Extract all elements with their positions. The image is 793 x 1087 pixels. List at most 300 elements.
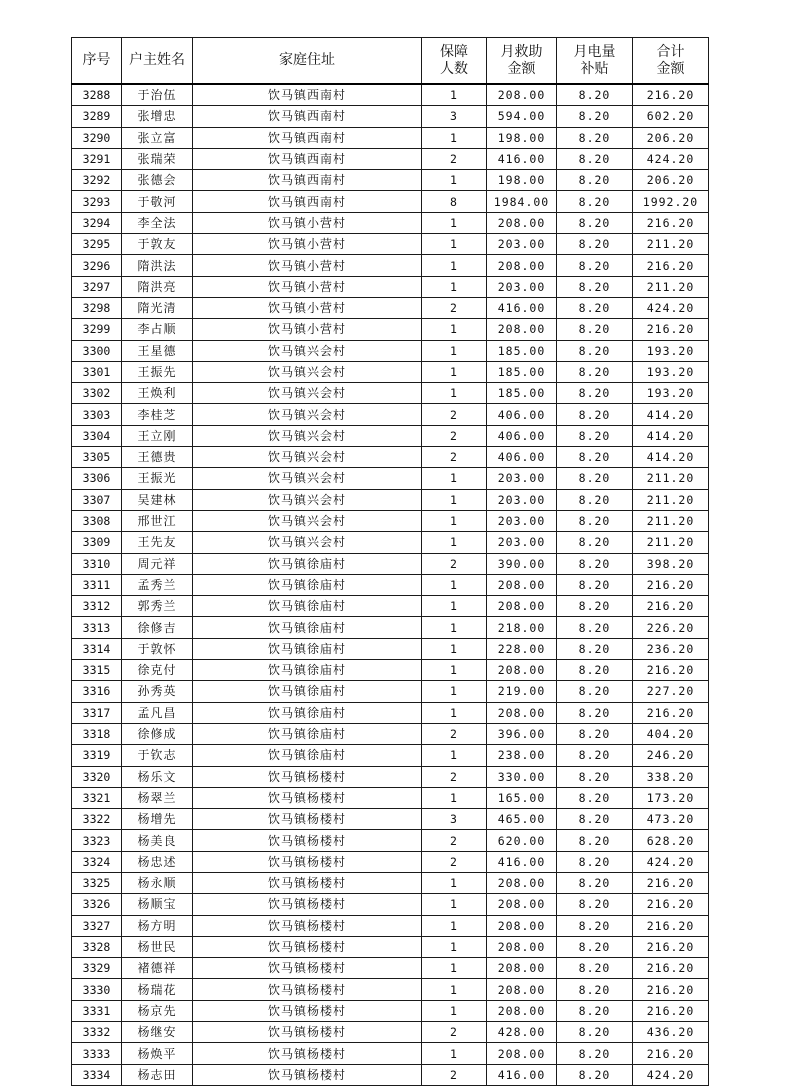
cell-electricity-subsidy: 8.20 bbox=[557, 532, 633, 553]
cell-serial: 3290 bbox=[72, 127, 122, 148]
cell-householder-name: 杨焕平 bbox=[122, 1043, 193, 1064]
cell-covered-persons: 1 bbox=[422, 958, 487, 979]
cell-monthly-relief: 416.00 bbox=[487, 1064, 557, 1085]
cell-monthly-relief: 208.00 bbox=[487, 596, 557, 617]
cell-covered-persons: 2 bbox=[422, 1064, 487, 1085]
cell-monthly-relief: 165.00 bbox=[487, 787, 557, 808]
table-row bbox=[72, 894, 709, 915]
cell-electricity-subsidy: 8.20 bbox=[557, 766, 633, 787]
cell-serial: 3304 bbox=[72, 425, 122, 446]
table-row bbox=[72, 809, 709, 830]
cell-total-amount: 1992.20 bbox=[633, 191, 709, 212]
cell-serial: 3328 bbox=[72, 936, 122, 957]
cell-address: 饮马镇徐庙村 bbox=[193, 553, 422, 574]
cell-total-amount: 414.20 bbox=[633, 425, 709, 446]
cell-monthly-relief: 185.00 bbox=[487, 383, 557, 404]
cell-electricity-subsidy: 8.20 bbox=[557, 84, 633, 106]
cell-covered-persons: 2 bbox=[422, 830, 487, 851]
cell-serial: 3310 bbox=[72, 553, 122, 574]
table-row bbox=[72, 1043, 709, 1064]
cell-total-amount: 193.20 bbox=[633, 340, 709, 361]
cell-householder-name: 隋洪亮 bbox=[122, 276, 193, 297]
cell-serial: 3291 bbox=[72, 148, 122, 169]
cell-address: 饮马镇西南村 bbox=[193, 84, 422, 106]
cell-monthly-relief: 208.00 bbox=[487, 1000, 557, 1021]
cell-address: 饮马镇西南村 bbox=[193, 127, 422, 148]
table-row bbox=[72, 127, 709, 148]
cell-address: 饮马镇兴会村 bbox=[193, 425, 422, 446]
cell-address: 饮马镇兴会村 bbox=[193, 361, 422, 382]
cell-serial: 3322 bbox=[72, 809, 122, 830]
cell-electricity-subsidy: 8.20 bbox=[557, 510, 633, 531]
cell-covered-persons: 1 bbox=[422, 596, 487, 617]
cell-monthly-relief: 416.00 bbox=[487, 148, 557, 169]
cell-address: 饮马镇徐庙村 bbox=[193, 617, 422, 638]
cell-electricity-subsidy: 8.20 bbox=[557, 361, 633, 382]
cell-address: 饮马镇兴会村 bbox=[193, 468, 422, 489]
cell-serial: 3323 bbox=[72, 830, 122, 851]
cell-covered-persons: 1 bbox=[422, 84, 487, 106]
cell-householder-name: 张德会 bbox=[122, 170, 193, 191]
cell-serial: 3300 bbox=[72, 340, 122, 361]
cell-address: 饮马镇兴会村 bbox=[193, 489, 422, 510]
table-row bbox=[72, 958, 709, 979]
cell-address: 饮马镇杨楼村 bbox=[193, 830, 422, 851]
table-row bbox=[72, 596, 709, 617]
cell-householder-name: 隋光清 bbox=[122, 297, 193, 318]
cell-serial: 3329 bbox=[72, 958, 122, 979]
cell-monthly-relief: 203.00 bbox=[487, 510, 557, 531]
table-row bbox=[72, 553, 709, 574]
cell-monthly-relief: 185.00 bbox=[487, 340, 557, 361]
cell-householder-name: 张立富 bbox=[122, 127, 193, 148]
cell-address: 饮马镇西南村 bbox=[193, 148, 422, 169]
cell-covered-persons: 1 bbox=[422, 255, 487, 276]
cell-householder-name: 王星德 bbox=[122, 340, 193, 361]
table-row bbox=[72, 148, 709, 169]
cell-electricity-subsidy: 8.20 bbox=[557, 489, 633, 510]
cell-address: 饮马镇兴会村 bbox=[193, 510, 422, 531]
header-row bbox=[72, 38, 709, 85]
cell-electricity-subsidy: 8.20 bbox=[557, 936, 633, 957]
cell-monthly-relief: 203.00 bbox=[487, 532, 557, 553]
table-row bbox=[72, 84, 709, 106]
cell-electricity-subsidy: 8.20 bbox=[557, 809, 633, 830]
cell-electricity-subsidy: 8.20 bbox=[557, 638, 633, 659]
cell-total-amount: 216.20 bbox=[633, 1000, 709, 1021]
cell-covered-persons: 3 bbox=[422, 106, 487, 127]
cell-electricity-subsidy: 8.20 bbox=[557, 1022, 633, 1043]
cell-householder-name: 王振光 bbox=[122, 468, 193, 489]
relief-roster-table bbox=[71, 37, 709, 1086]
cell-monthly-relief: 203.00 bbox=[487, 468, 557, 489]
cell-serial: 3305 bbox=[72, 447, 122, 468]
cell-electricity-subsidy: 8.20 bbox=[557, 447, 633, 468]
cell-householder-name: 徐修吉 bbox=[122, 617, 193, 638]
cell-covered-persons: 1 bbox=[422, 872, 487, 893]
table-row bbox=[72, 745, 709, 766]
cell-electricity-subsidy: 8.20 bbox=[557, 468, 633, 489]
cell-electricity-subsidy: 8.20 bbox=[557, 1043, 633, 1064]
cell-monthly-relief: 198.00 bbox=[487, 127, 557, 148]
cell-covered-persons: 2 bbox=[422, 425, 487, 446]
cell-electricity-subsidy: 8.20 bbox=[557, 681, 633, 702]
cell-covered-persons: 2 bbox=[422, 404, 487, 425]
table-row bbox=[72, 532, 709, 553]
table-row bbox=[72, 297, 709, 318]
cell-electricity-subsidy: 8.20 bbox=[557, 148, 633, 169]
cell-serial: 3313 bbox=[72, 617, 122, 638]
cell-serial: 3330 bbox=[72, 979, 122, 1000]
cell-electricity-subsidy: 8.20 bbox=[557, 319, 633, 340]
cell-address: 饮马镇小营村 bbox=[193, 255, 422, 276]
cell-electricity-subsidy: 8.20 bbox=[557, 787, 633, 808]
table-header bbox=[72, 38, 709, 85]
cell-address: 饮马镇杨楼村 bbox=[193, 809, 422, 830]
cell-monthly-relief: 208.00 bbox=[487, 958, 557, 979]
cell-covered-persons: 1 bbox=[422, 468, 487, 489]
cell-total-amount: 211.20 bbox=[633, 276, 709, 297]
cell-householder-name: 徐克付 bbox=[122, 660, 193, 681]
cell-address: 饮马镇杨楼村 bbox=[193, 958, 422, 979]
cell-householder-name: 邢世江 bbox=[122, 510, 193, 531]
cell-total-amount: 236.20 bbox=[633, 638, 709, 659]
cell-monthly-relief: 203.00 bbox=[487, 489, 557, 510]
cell-address: 饮马镇杨楼村 bbox=[193, 1043, 422, 1064]
cell-serial: 3299 bbox=[72, 319, 122, 340]
cell-electricity-subsidy: 8.20 bbox=[557, 553, 633, 574]
cell-covered-persons: 1 bbox=[422, 702, 487, 723]
cell-total-amount: 216.20 bbox=[633, 702, 709, 723]
table-row bbox=[72, 489, 709, 510]
cell-householder-name: 于敬河 bbox=[122, 191, 193, 212]
cell-electricity-subsidy: 8.20 bbox=[557, 894, 633, 915]
cell-address: 饮马镇徐庙村 bbox=[193, 574, 422, 595]
cell-total-amount: 216.20 bbox=[633, 574, 709, 595]
cell-serial: 3288 bbox=[72, 84, 122, 106]
table-row bbox=[72, 681, 709, 702]
cell-householder-name: 杨美良 bbox=[122, 830, 193, 851]
cell-householder-name: 郭秀兰 bbox=[122, 596, 193, 617]
cell-householder-name: 杨志田 bbox=[122, 1064, 193, 1085]
cell-address: 饮马镇小营村 bbox=[193, 212, 422, 233]
cell-serial: 3301 bbox=[72, 361, 122, 382]
cell-covered-persons: 2 bbox=[422, 1022, 487, 1043]
table-row bbox=[72, 468, 709, 489]
cell-covered-persons: 8 bbox=[422, 191, 487, 212]
cell-householder-name: 孙秀英 bbox=[122, 681, 193, 702]
cell-householder-name: 于治伍 bbox=[122, 84, 193, 106]
cell-covered-persons: 1 bbox=[422, 936, 487, 957]
col-header-covered-persons: 保障 人数 bbox=[422, 38, 487, 85]
cell-address: 饮马镇徐庙村 bbox=[193, 681, 422, 702]
cell-monthly-relief: 203.00 bbox=[487, 234, 557, 255]
table-row bbox=[72, 361, 709, 382]
cell-total-amount: 216.20 bbox=[633, 212, 709, 233]
cell-serial: 3306 bbox=[72, 468, 122, 489]
cell-householder-name: 王振先 bbox=[122, 361, 193, 382]
cell-address: 饮马镇小营村 bbox=[193, 276, 422, 297]
cell-serial: 3314 bbox=[72, 638, 122, 659]
cell-electricity-subsidy: 8.20 bbox=[557, 1064, 633, 1085]
cell-covered-persons: 1 bbox=[422, 1043, 487, 1064]
cell-electricity-subsidy: 8.20 bbox=[557, 383, 633, 404]
table-row bbox=[72, 340, 709, 361]
cell-address: 饮马镇兴会村 bbox=[193, 404, 422, 425]
cell-serial: 3316 bbox=[72, 681, 122, 702]
cell-serial: 3293 bbox=[72, 191, 122, 212]
cell-total-amount: 216.20 bbox=[633, 84, 709, 106]
cell-serial: 3311 bbox=[72, 574, 122, 595]
table-row bbox=[72, 830, 709, 851]
table-row bbox=[72, 404, 709, 425]
cell-householder-name: 李全法 bbox=[122, 212, 193, 233]
table-row bbox=[72, 851, 709, 872]
cell-address: 饮马镇徐庙村 bbox=[193, 745, 422, 766]
cell-total-amount: 216.20 bbox=[633, 255, 709, 276]
cell-total-amount: 193.20 bbox=[633, 383, 709, 404]
cell-covered-persons: 1 bbox=[422, 383, 487, 404]
cell-serial: 3303 bbox=[72, 404, 122, 425]
cell-householder-name: 徐修成 bbox=[122, 723, 193, 744]
cell-covered-persons: 1 bbox=[422, 745, 487, 766]
cell-householder-name: 杨翠兰 bbox=[122, 787, 193, 808]
cell-total-amount: 424.20 bbox=[633, 851, 709, 872]
cell-electricity-subsidy: 8.20 bbox=[557, 702, 633, 723]
table-row bbox=[72, 936, 709, 957]
cell-total-amount: 216.20 bbox=[633, 936, 709, 957]
cell-total-amount: 211.20 bbox=[633, 234, 709, 255]
cell-covered-persons: 2 bbox=[422, 851, 487, 872]
cell-covered-persons: 1 bbox=[422, 660, 487, 681]
cell-total-amount: 216.20 bbox=[633, 894, 709, 915]
cell-householder-name: 杨世民 bbox=[122, 936, 193, 957]
cell-total-amount: 227.20 bbox=[633, 681, 709, 702]
cell-address: 饮马镇杨楼村 bbox=[193, 766, 422, 787]
cell-total-amount: 398.20 bbox=[633, 553, 709, 574]
cell-total-amount: 424.20 bbox=[633, 148, 709, 169]
cell-householder-name: 王德贵 bbox=[122, 447, 193, 468]
cell-electricity-subsidy: 8.20 bbox=[557, 958, 633, 979]
cell-serial: 3319 bbox=[72, 745, 122, 766]
cell-monthly-relief: 1984.00 bbox=[487, 191, 557, 212]
cell-householder-name: 周元祥 bbox=[122, 553, 193, 574]
cell-serial: 3334 bbox=[72, 1064, 122, 1085]
cell-total-amount: 211.20 bbox=[633, 489, 709, 510]
cell-total-amount: 173.20 bbox=[633, 787, 709, 808]
cell-electricity-subsidy: 8.20 bbox=[557, 127, 633, 148]
cell-householder-name: 张增忠 bbox=[122, 106, 193, 127]
cell-monthly-relief: 406.00 bbox=[487, 404, 557, 425]
cell-monthly-relief: 594.00 bbox=[487, 106, 557, 127]
cell-covered-persons: 1 bbox=[422, 574, 487, 595]
table-row bbox=[72, 638, 709, 659]
cell-covered-persons: 2 bbox=[422, 297, 487, 318]
cell-covered-persons: 1 bbox=[422, 170, 487, 191]
col-header-electricity-subsidy: 月电量 补贴 bbox=[557, 38, 633, 85]
cell-serial: 3325 bbox=[72, 872, 122, 893]
cell-covered-persons: 1 bbox=[422, 234, 487, 255]
col-header-total-amount: 合计 金额 bbox=[633, 38, 709, 85]
cell-covered-persons: 1 bbox=[422, 787, 487, 808]
cell-electricity-subsidy: 8.20 bbox=[557, 979, 633, 1000]
cell-serial: 3308 bbox=[72, 510, 122, 531]
cell-monthly-relief: 208.00 bbox=[487, 212, 557, 233]
cell-covered-persons: 1 bbox=[422, 361, 487, 382]
cell-serial: 3326 bbox=[72, 894, 122, 915]
cell-covered-persons: 1 bbox=[422, 532, 487, 553]
cell-monthly-relief: 219.00 bbox=[487, 681, 557, 702]
cell-covered-persons: 1 bbox=[422, 638, 487, 659]
cell-covered-persons: 3 bbox=[422, 809, 487, 830]
cell-covered-persons: 1 bbox=[422, 1000, 487, 1021]
cell-householder-name: 杨乐文 bbox=[122, 766, 193, 787]
cell-householder-name: 杨继安 bbox=[122, 1022, 193, 1043]
cell-address: 饮马镇杨楼村 bbox=[193, 979, 422, 1000]
cell-total-amount: 226.20 bbox=[633, 617, 709, 638]
table-row bbox=[72, 425, 709, 446]
cell-monthly-relief: 416.00 bbox=[487, 297, 557, 318]
cell-total-amount: 216.20 bbox=[633, 872, 709, 893]
cell-serial: 3297 bbox=[72, 276, 122, 297]
cell-electricity-subsidy: 8.20 bbox=[557, 276, 633, 297]
cell-address: 饮马镇徐庙村 bbox=[193, 723, 422, 744]
cell-householder-name: 于敦怀 bbox=[122, 638, 193, 659]
cell-householder-name: 李桂芝 bbox=[122, 404, 193, 425]
cell-electricity-subsidy: 8.20 bbox=[557, 915, 633, 936]
cell-householder-name: 杨永顺 bbox=[122, 872, 193, 893]
cell-householder-name: 吴建林 bbox=[122, 489, 193, 510]
cell-monthly-relief: 238.00 bbox=[487, 745, 557, 766]
cell-address: 饮马镇杨楼村 bbox=[193, 915, 422, 936]
cell-address: 饮马镇小营村 bbox=[193, 297, 422, 318]
cell-covered-persons: 1 bbox=[422, 510, 487, 531]
cell-monthly-relief: 208.00 bbox=[487, 702, 557, 723]
cell-serial: 3289 bbox=[72, 106, 122, 127]
cell-address: 饮马镇小营村 bbox=[193, 234, 422, 255]
cell-total-amount: 206.20 bbox=[633, 170, 709, 191]
cell-electricity-subsidy: 8.20 bbox=[557, 170, 633, 191]
cell-electricity-subsidy: 8.20 bbox=[557, 745, 633, 766]
cell-serial: 3309 bbox=[72, 532, 122, 553]
cell-householder-name: 于敦友 bbox=[122, 234, 193, 255]
cell-address: 饮马镇兴会村 bbox=[193, 532, 422, 553]
cell-monthly-relief: 406.00 bbox=[487, 447, 557, 468]
cell-covered-persons: 1 bbox=[422, 276, 487, 297]
table-row bbox=[72, 106, 709, 127]
cell-address: 饮马镇杨楼村 bbox=[193, 851, 422, 872]
cell-total-amount: 216.20 bbox=[633, 1043, 709, 1064]
cell-monthly-relief: 218.00 bbox=[487, 617, 557, 638]
cell-monthly-relief: 203.00 bbox=[487, 276, 557, 297]
cell-electricity-subsidy: 8.20 bbox=[557, 1000, 633, 1021]
cell-covered-persons: 1 bbox=[422, 340, 487, 361]
cell-covered-persons: 1 bbox=[422, 319, 487, 340]
cell-address: 饮马镇杨楼村 bbox=[193, 1064, 422, 1085]
table-row bbox=[72, 212, 709, 233]
table-row bbox=[72, 702, 709, 723]
cell-address: 饮马镇杨楼村 bbox=[193, 894, 422, 915]
cell-serial: 3332 bbox=[72, 1022, 122, 1043]
cell-serial: 3292 bbox=[72, 170, 122, 191]
table-row bbox=[72, 574, 709, 595]
cell-total-amount: 216.20 bbox=[633, 979, 709, 1000]
table-row bbox=[72, 383, 709, 404]
cell-monthly-relief: 620.00 bbox=[487, 830, 557, 851]
cell-covered-persons: 1 bbox=[422, 489, 487, 510]
cell-electricity-subsidy: 8.20 bbox=[557, 660, 633, 681]
cell-householder-name: 杨顺宝 bbox=[122, 894, 193, 915]
cell-monthly-relief: 208.00 bbox=[487, 1043, 557, 1064]
cell-householder-name: 杨京先 bbox=[122, 1000, 193, 1021]
cell-address: 饮马镇徐庙村 bbox=[193, 596, 422, 617]
cell-covered-persons: 2 bbox=[422, 447, 487, 468]
cell-serial: 3298 bbox=[72, 297, 122, 318]
cell-monthly-relief: 390.00 bbox=[487, 553, 557, 574]
cell-total-amount: 473.20 bbox=[633, 809, 709, 830]
table-row bbox=[72, 979, 709, 1000]
cell-monthly-relief: 208.00 bbox=[487, 660, 557, 681]
cell-monthly-relief: 330.00 bbox=[487, 766, 557, 787]
cell-address: 饮马镇杨楼村 bbox=[193, 1000, 422, 1021]
cell-serial: 3294 bbox=[72, 212, 122, 233]
cell-total-amount: 424.20 bbox=[633, 297, 709, 318]
cell-monthly-relief: 406.00 bbox=[487, 425, 557, 446]
table-row bbox=[72, 234, 709, 255]
cell-address: 饮马镇杨楼村 bbox=[193, 936, 422, 957]
col-header-address: 家庭住址 bbox=[193, 38, 422, 85]
cell-covered-persons: 2 bbox=[422, 148, 487, 169]
cell-total-amount: 404.20 bbox=[633, 723, 709, 744]
cell-address: 饮马镇兴会村 bbox=[193, 383, 422, 404]
cell-total-amount: 628.20 bbox=[633, 830, 709, 851]
cell-total-amount: 216.20 bbox=[633, 915, 709, 936]
table-row bbox=[72, 170, 709, 191]
table-row bbox=[72, 1064, 709, 1085]
cell-total-amount: 216.20 bbox=[633, 319, 709, 340]
cell-electricity-subsidy: 8.20 bbox=[557, 425, 633, 446]
cell-monthly-relief: 208.00 bbox=[487, 872, 557, 893]
table-row bbox=[72, 191, 709, 212]
cell-covered-persons: 2 bbox=[422, 553, 487, 574]
cell-monthly-relief: 465.00 bbox=[487, 809, 557, 830]
cell-electricity-subsidy: 8.20 bbox=[557, 106, 633, 127]
cell-householder-name: 李占顺 bbox=[122, 319, 193, 340]
cell-covered-persons: 1 bbox=[422, 127, 487, 148]
cell-total-amount: 436.20 bbox=[633, 1022, 709, 1043]
cell-monthly-relief: 208.00 bbox=[487, 915, 557, 936]
cell-address: 饮马镇小营村 bbox=[193, 319, 422, 340]
cell-total-amount: 206.20 bbox=[633, 127, 709, 148]
cell-serial: 3295 bbox=[72, 234, 122, 255]
cell-serial: 3333 bbox=[72, 1043, 122, 1064]
cell-electricity-subsidy: 8.20 bbox=[557, 851, 633, 872]
cell-monthly-relief: 396.00 bbox=[487, 723, 557, 744]
cell-total-amount: 338.20 bbox=[633, 766, 709, 787]
cell-householder-name: 王先友 bbox=[122, 532, 193, 553]
cell-electricity-subsidy: 8.20 bbox=[557, 574, 633, 595]
cell-monthly-relief: 208.00 bbox=[487, 319, 557, 340]
table-row bbox=[72, 447, 709, 468]
cell-monthly-relief: 208.00 bbox=[487, 574, 557, 595]
cell-serial: 3307 bbox=[72, 489, 122, 510]
cell-electricity-subsidy: 8.20 bbox=[557, 191, 633, 212]
table-row bbox=[72, 276, 709, 297]
cell-electricity-subsidy: 8.20 bbox=[557, 723, 633, 744]
cell-householder-name: 杨方明 bbox=[122, 915, 193, 936]
table-row bbox=[72, 872, 709, 893]
cell-covered-persons: 1 bbox=[422, 894, 487, 915]
